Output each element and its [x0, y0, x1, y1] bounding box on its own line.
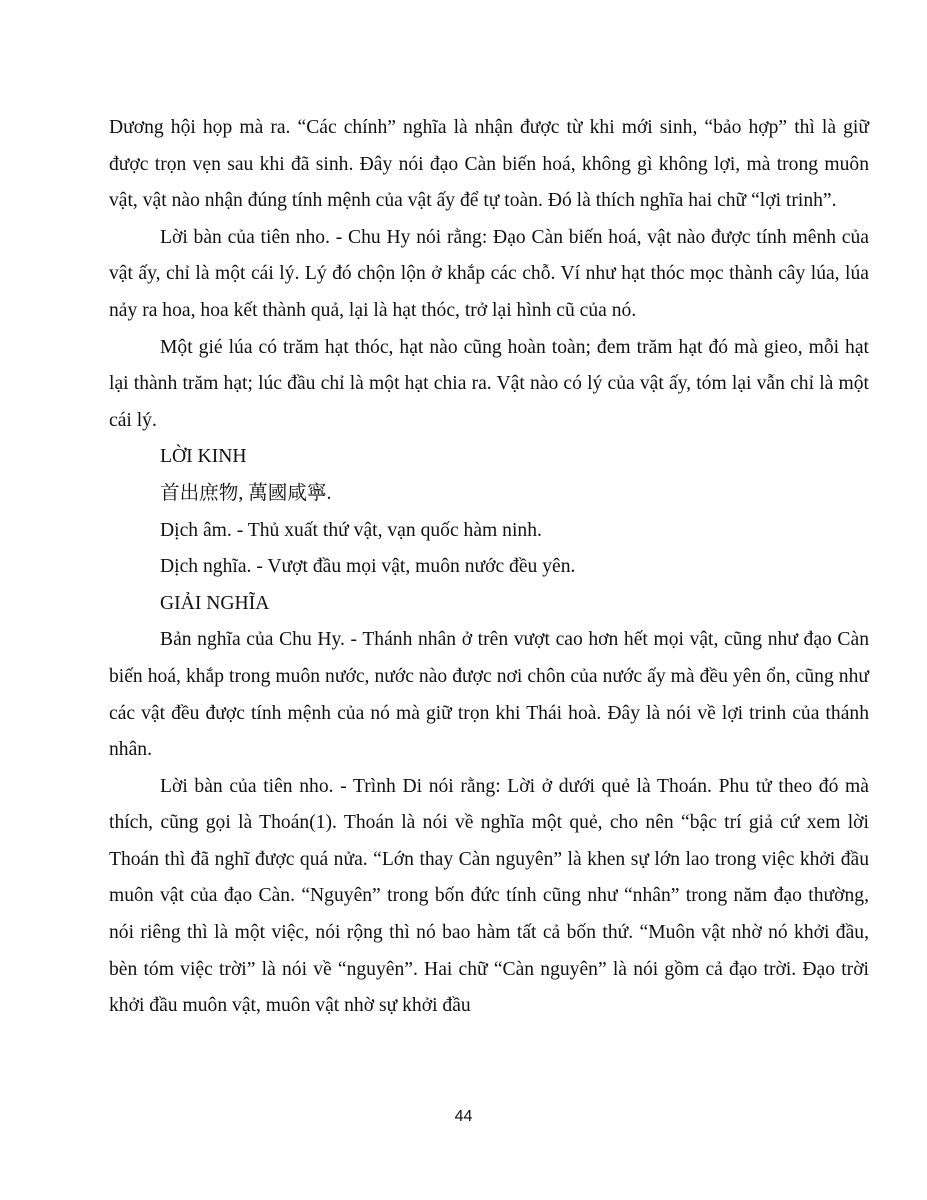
page-body — [109, 110, 869, 1025]
paragraph-rice-example: Một gié lúa có trăm hạt thóc, hạt nào cũng hoàn toàn; đem trăm hạt đó mà gieo, mỗi hạt lại thành trăm hạt; lúc đầu chỉ là một hạt chia ra. Vật nào có lý của vật ấy, tóm lại vẫn chỉ là một cái lý. — [109, 336, 869, 431]
section-heading-loi-kinh: LỜI KINH — [160, 446, 247, 468]
page-number: 44 — [454, 1108, 473, 1125]
paragraph-transliteration: Dịch âm. - Thủ xuất thứ vật, vạn quốc hàm ninh. — [160, 519, 542, 541]
paragraph-commentary-chu-hy: Lời bàn của tiên nho. - Chu Hy nói rằng: Đạo Càn biến hoá, vật nào được tính mênh của vật ấy, chỉ là một cái lý. Lý đó chộn lộn ở khắp các chỗ. Ví như hạt thóc mọc thành cây lúa, lúa nảy ra hoa, hoa kết thành quả, lại là hạt thóc, trở lại hình cũ của nó. — [109, 226, 869, 321]
paragraph-original-meaning: Bản nghĩa của Chu Hy. - Thánh nhân ở trên vượt cao hơn hết mọi vật, cũng như đạo Càn biến hoá, khắp trong muôn nước, nước nào được nơi chôn của nước ấy mà đều yên ổn, cũng như các vật đều được tính mệnh của nó mà giữ trọn khi Thái hoà. Đây là nói về lợi trinh của thánh nhân. — [109, 629, 869, 761]
paragraph-commentary-trinh-di: Lời bàn của tiên nho. - Trình Di nói rằng: Lời ở dưới quẻ là Thoán. Phu tử theo đó mà thích, cũng gọi là Thoán(1). Thoán là nói về nghĩa một quẻ, cho nên “bậc trí giả cứ xem lời Thoán thì đã nghĩ được quá nửa. “Lớn thay Càn nguyên” là khen sự lớn lao trong việc khởi đầu muôn vật của đạo Càn. “Nguyên” trong bốn đức tính cũng như “nhân” trong năm đạo thường, nói riêng thì là một việc, nói rộng thì nó bao hàm tất cả bốn thứ. “Muôn vật nhờ nó khởi đầu, bèn tóm việc trời” là nói về “nguyên”. Hai chữ “Càn nguyên” là nói gồm cả đạo trời. Đạo trời khởi đầu muôn vật, muôn vật nhờ sự khởi đầu — [109, 775, 869, 1017]
section-heading-giai-nghia: GIẢI NGHĨA — [160, 592, 270, 614]
paragraph-continuation: Dương hội họp mà ra. “Các chính” nghĩa là nhận được từ khi mới sinh, “bảo hợp” thì là giữ được trọn vẹn sau khi đã sinh. Đây nói đạo Càn biến hoá, không gì không lợi, mà trong muôn vật, vật nào nhận đúng tính mệnh của vật ấy để tự toàn. Đó là thích nghĩa hai chữ “lợi trinh”. — [109, 117, 869, 212]
classical-chinese-text: 首出庶物, 萬國咸寧. — [160, 482, 332, 504]
paragraph-translation: Dịch nghĩa. - Vượt đầu mọi vật, muôn nước đều yên. — [160, 556, 576, 578]
